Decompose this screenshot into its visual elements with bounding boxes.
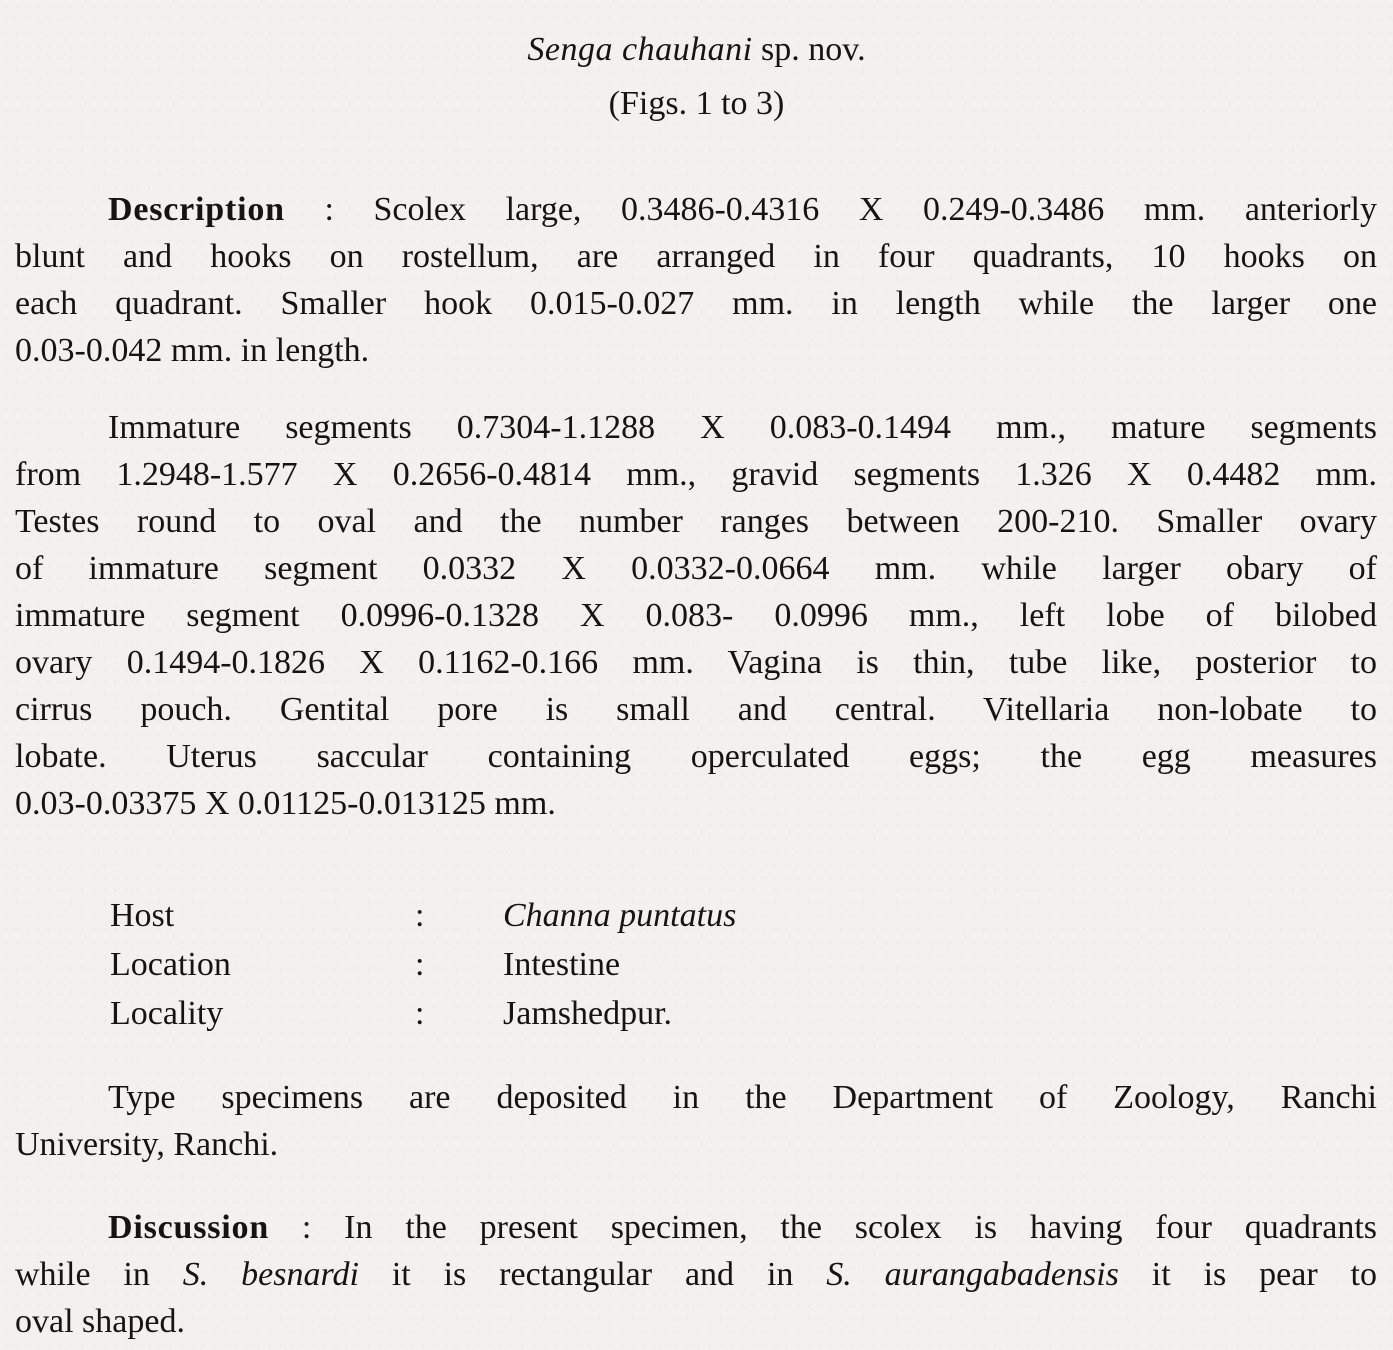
host-table	[110, 891, 1377, 1038]
text-run: each quadrant. Smaller hook 0.015-0.027 mm. in length while the larger one	[15, 285, 1377, 322]
text-run: Description	[108, 191, 285, 228]
text-line	[15, 280, 1377, 327]
location-row	[110, 940, 1377, 989]
locality-label: Locality	[110, 995, 224, 1032]
text-run: S. aurangabadensis	[826, 1256, 1119, 1293]
text-run: Testes round to oval and the number ranges between 200-210. Smaller ovary	[15, 503, 1377, 540]
location-label: Location	[110, 946, 231, 983]
text-line	[15, 592, 1377, 639]
text-run: ovary 0.1494-0.1826 X 0.1162-0.166 mm. Vagina is thin, tube like, posterior to	[15, 644, 1377, 681]
host-row	[110, 891, 1377, 940]
text-line	[15, 498, 1377, 545]
locality-row	[110, 989, 1377, 1038]
host-separator: :	[415, 897, 425, 934]
text-run: blunt and hooks on rostellum, are arranged in four quadrants, 10 hooks on	[15, 238, 1377, 275]
text-run: S. besnardi	[182, 1256, 359, 1293]
species-name: Senga chauhani	[527, 31, 753, 68]
text-run: oval shaped.	[15, 1303, 185, 1340]
locality-value: Jamshedpur.	[503, 995, 673, 1032]
discussion-paragraph	[15, 1204, 1377, 1345]
measurements-paragraph	[15, 404, 1377, 827]
title-block	[0, 26, 1393, 128]
text-run: it is pear to	[1118, 1256, 1377, 1293]
text-run: 0.03-0.03375 X 0.01125-0.013125 mm.	[15, 785, 556, 822]
location-separator: :	[415, 946, 425, 983]
species-title-suffix: sp. nov.	[752, 31, 866, 68]
text-run: University, Ranchi.	[15, 1126, 279, 1163]
text-run: 0.03-0.042 mm. in length.	[15, 332, 370, 369]
text-line	[15, 451, 1377, 498]
text-line	[15, 1251, 1377, 1298]
text-run: Immature segments 0.7304-1.1288 X 0.083-0.1494 mm., mature segments	[108, 409, 1377, 446]
locality-separator: :	[415, 995, 425, 1032]
text-run: immature segment 0.0996-0.1328 X 0.083- 0.0996 mm., left lobe of bilobed	[15, 597, 1377, 634]
text-line	[15, 1298, 1377, 1345]
text-run: : Scolex large, 0.3486-0.4316 X 0.249-0.3486 mm. anteriorly	[284, 191, 1377, 228]
host-label: Host	[110, 897, 175, 934]
text-run: it is rectangular and in	[358, 1256, 827, 1293]
text-run: lobate. Uterus saccular containing operculated eggs; the egg measures	[15, 738, 1377, 775]
text-line	[15, 186, 1377, 233]
description-paragraph	[15, 186, 1377, 374]
text-line	[15, 686, 1377, 733]
text-run: : In the present specimen, the scolex is having four quadrants	[269, 1209, 1377, 1246]
text-run: Discussion	[108, 1209, 270, 1246]
species-title	[0, 26, 1393, 74]
figs-subtitle: (Figs. 1 to 3)	[608, 85, 785, 122]
text-line	[15, 327, 1377, 374]
text-line	[15, 1204, 1377, 1251]
deposit-paragraph	[15, 1074, 1377, 1168]
text-run: of immature segment 0.0332 X 0.0332-0.0664 mm. while larger obary of	[15, 550, 1377, 587]
text-line	[15, 733, 1377, 780]
location-value: Intestine	[503, 946, 621, 983]
text-line	[15, 1121, 1377, 1168]
text-run: while in	[15, 1256, 183, 1293]
text-line	[15, 780, 1377, 827]
host-value: Channa puntatus	[503, 897, 737, 934]
text-run: from 1.2948-1.577 X 0.2656-0.4814 mm., gravid segments 1.326 X 0.4482 mm.	[15, 456, 1377, 493]
text-line	[15, 1074, 1377, 1121]
text-line	[15, 545, 1377, 592]
text-run: cirrus pouch. Gentital pore is small and central. Vitellaria non-lobate to	[15, 691, 1377, 728]
text-line	[15, 639, 1377, 686]
text-run: Type specimens are deposited in the Department of Zoology, Ranchi	[108, 1079, 1377, 1116]
text-line	[15, 404, 1377, 451]
text-line	[15, 233, 1377, 280]
